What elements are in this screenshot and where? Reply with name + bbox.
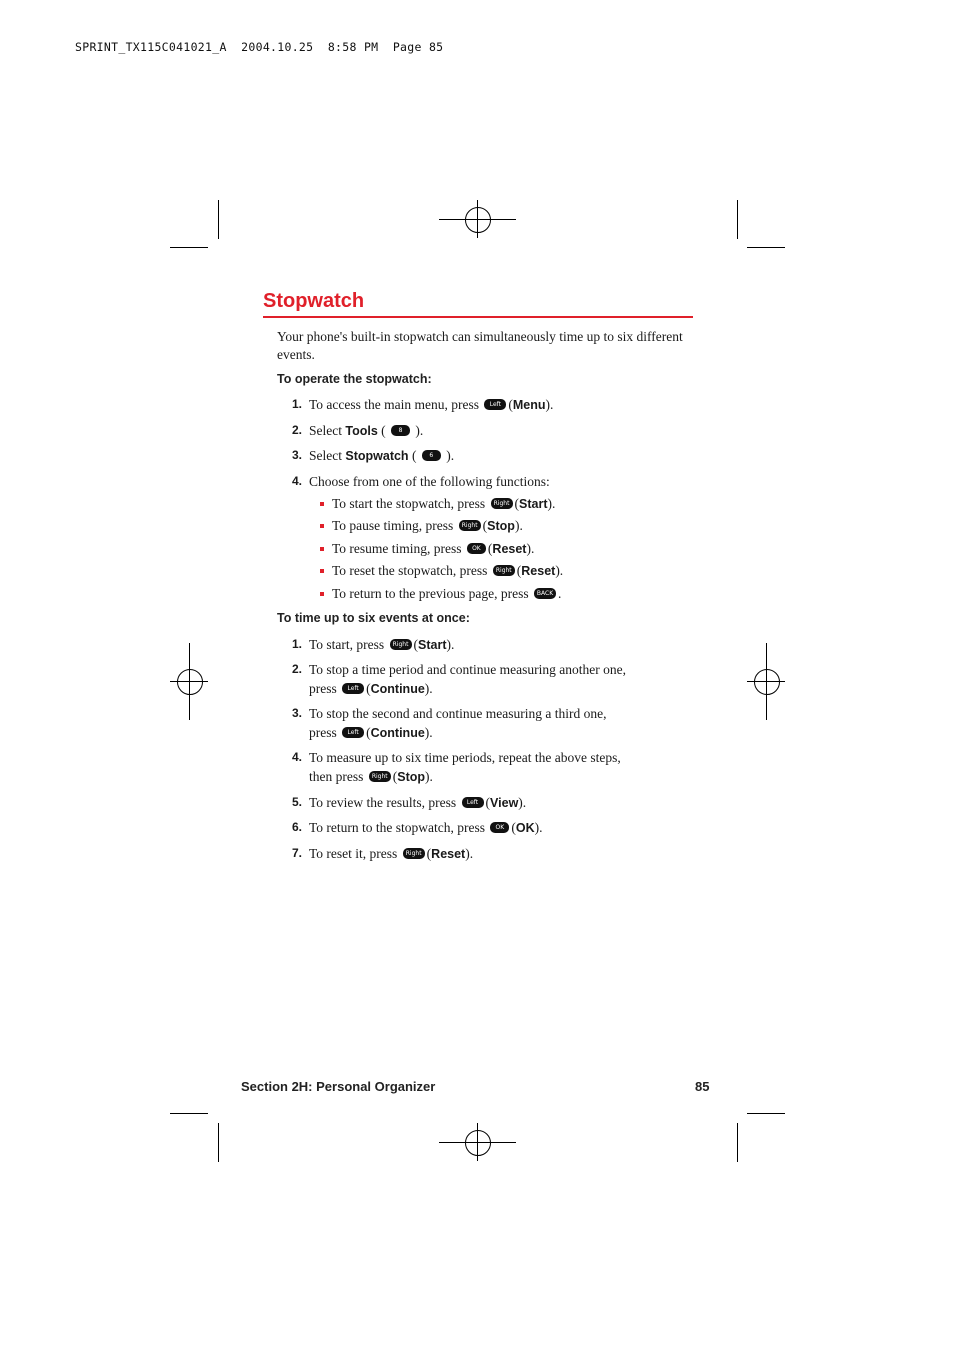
step-text: To measure up to six time periods, repeat the above steps, [309, 750, 621, 765]
step-text: then press [309, 769, 364, 784]
step-text: To stop the second and continue measuring a third one, [309, 706, 607, 721]
step-text: To start, press [309, 637, 385, 652]
bullet-item: To start the stopwatch, press Right (Start). [320, 495, 555, 513]
step-number: 2. [292, 662, 303, 676]
section-heading: To operate the stopwatch: [277, 372, 432, 386]
key-label: Start [519, 497, 548, 511]
step-number: 1. [292, 397, 303, 411]
step-end: ). [446, 637, 455, 652]
right-softkey-icon: Right [403, 848, 425, 859]
bullet-square-icon [320, 592, 324, 596]
key-label: Stop [397, 770, 426, 784]
right-softkey-icon: Right [390, 639, 412, 650]
right-softkey-icon: Right [369, 771, 391, 782]
right-softkey-icon: Right [493, 565, 515, 576]
bullet-end: . [558, 586, 562, 601]
step-text: To access the main menu, press [309, 397, 480, 412]
step-end: ). [424, 681, 433, 696]
step-number: 5. [292, 795, 303, 809]
step-end: ). [446, 448, 455, 463]
step-text: Choose from one of the following functions: [309, 474, 550, 489]
step-number: 6. [292, 820, 303, 834]
bullet-square-icon [320, 547, 324, 551]
step-end: ). [415, 423, 424, 438]
key-label: Continue [370, 726, 425, 740]
step-text: To stop a time period and continue measuring another one, [309, 662, 626, 677]
step-number: 1. [292, 637, 303, 651]
key-label: View [490, 796, 519, 810]
menu-label: Stopwatch [345, 449, 409, 463]
right-softkey-icon: Right [459, 520, 481, 531]
key-label: Menu [512, 398, 546, 412]
key-label: Reset [431, 847, 466, 861]
bullet-item [320, 585, 561, 603]
step-number: 7. [292, 846, 303, 860]
bullet-item: To pause timing, press Right (Stop). [320, 517, 523, 535]
bullet-square-icon [320, 524, 324, 528]
intro-paragraph: Your phone's built-in stopwatch can simultaneously time up to six different events. [277, 329, 683, 362]
number-key-icon: 6 [422, 450, 441, 461]
bullet-end: ). [555, 563, 564, 578]
step-text: press [309, 725, 337, 740]
step-end: ). [545, 397, 554, 412]
bullet-end: ). [547, 496, 556, 511]
step-text: Select [309, 423, 342, 438]
step-end: ). [518, 795, 527, 810]
step-text: To return to the stopwatch, press [309, 820, 486, 835]
print-slug: SPRINT_TX115C041021_A 2004.10.25 8:58 PM Page 85 [75, 40, 444, 54]
step-number: 4. [292, 750, 303, 764]
page-title: Stopwatch [263, 290, 365, 312]
bullet-text: To return to the previous page, press [332, 586, 529, 601]
left-softkey-icon: Left [342, 683, 364, 694]
ok-key-icon: OK [490, 822, 509, 833]
step-text: Select [309, 448, 342, 463]
step-number: 4. [292, 474, 303, 488]
page-number: 85 [695, 1079, 710, 1094]
bullet-text: To pause timing, press [332, 518, 454, 533]
step-text: To review the results, press [309, 795, 457, 810]
key-label: Start [418, 638, 447, 652]
bullet-end: ). [514, 518, 523, 533]
bullet-item: To resume timing, press OK (Reset). [320, 540, 534, 558]
step-text: To reset it, press [309, 846, 398, 861]
bullet-square-icon [320, 569, 324, 573]
menu-label: Tools [345, 424, 378, 438]
number-key-icon: 8 [391, 425, 410, 436]
key-label: Stop [487, 519, 515, 533]
bullet-text: To reset the stopwatch, press [332, 563, 488, 578]
step-end: ). [424, 725, 433, 740]
key-label: Reset [492, 542, 527, 556]
bullet-text: To resume timing, press [332, 541, 462, 556]
step-number: 3. [292, 706, 303, 720]
step-end: ). [425, 769, 433, 784]
bullet-item: To reset the stopwatch, press Right (Reset). [320, 562, 563, 580]
ok-key-icon: OK [467, 543, 486, 554]
left-softkey-icon: Left [342, 727, 364, 738]
bullet-text: To start the stopwatch, press [332, 496, 486, 511]
back-key-icon: BACK [534, 588, 556, 599]
left-softkey-icon: Left [462, 797, 484, 808]
title-rule [263, 316, 693, 318]
key-label: OK [515, 821, 535, 835]
step-end: ). [534, 820, 543, 835]
right-softkey-icon: Right [491, 498, 513, 509]
step-number: 2. [292, 423, 303, 437]
step-number: 3. [292, 448, 303, 462]
step-end: ). [465, 846, 474, 861]
left-softkey-icon: Left [484, 399, 506, 410]
section-heading: To time up to six events at once: [277, 611, 470, 625]
step-text: press [309, 681, 337, 696]
key-label: Reset [521, 564, 556, 578]
bullet-square-icon [320, 502, 324, 506]
bullet-end: ). [526, 541, 535, 556]
footer-section: Section 2H: Personal Organizer [241, 1079, 436, 1094]
key-label: Continue [370, 682, 425, 696]
